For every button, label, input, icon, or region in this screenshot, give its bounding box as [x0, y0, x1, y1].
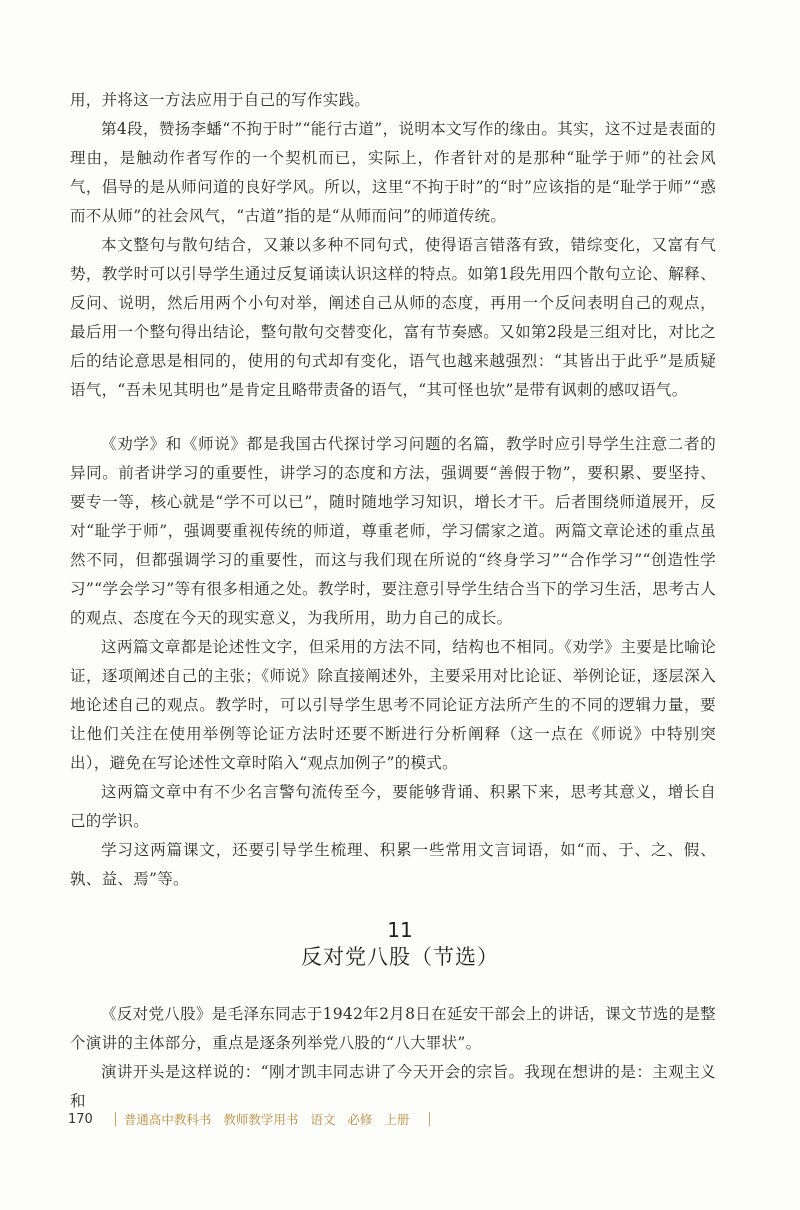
paragraph: 演讲开头是这样说的：“刚才凯丰同志讲了今天开会的宗旨。我现在想讲的是：主观主义和	[70, 1063, 716, 1110]
paragraph: 用，并将这一方法应用于自己的写作实践。	[70, 91, 371, 109]
page-footer	[68, 1110, 438, 1128]
footer-book: 教师教学用书	[223, 1112, 299, 1127]
paragraph: 第4段，赞扬李蟠“不拘于时”“能行古道”，说明本文写作的缘由。其实，这不过是表面的理由，是触动作者写作的一个契机而已，实际上，作者针对的是那种“耻学于师”的社会风气，倡导的是从师问道的良好学风。所以，这里“不拘于时”的“时”应该指的是“耻学于师”“惑而不从师”的社会风气，“古道”指的是“从师而问”的师道传统。	[70, 120, 716, 225]
paragraph: 《反对党八股》是毛泽东同志于1942年2月8日在延安干部会上的讲话，课文节选的是整个演讲的主体部分，重点是逐条列举党八股的“八大罪状”。	[70, 1005, 716, 1052]
text-section-lesson-intro	[70, 1000, 716, 1116]
paragraph: 这两篇文章都是论述性文字，但采用的方法不同，结构也不相同。《劝学》主要是比喻论证，逐项阐述自己的主张；《师说》除直接阐述外，主要采用对比论证、举例论证，逐层深入地论述自己的观点。教学时，可以引导学生思考不同论证方法所产生的不同的逻辑力量，要让他们关注在使用举例等论证方法时还要不断进行分析阐释（这一点在《师说》中特别突出），避免在写论述性文章时陷入“观点加例子”的模式。	[70, 638, 716, 772]
lesson-number: 11	[387, 918, 413, 942]
divider	[115, 1112, 116, 1126]
divider	[429, 1112, 430, 1126]
text-section-continued	[70, 86, 716, 405]
footer-level: 必修	[347, 1112, 373, 1127]
paragraph: 《劝学》和《师说》都是我国古代探讨学习问题的名篇，教学时应引导学生注意二者的异同。前者讲学习的重要性，讲学习的态度和方法，强调要“善假于物”，要积累、要坚持、要专一等，核心就是“学不可以已”，随时随地学习知识，增长才干。后者围绕师道展开，反对“耻学于师”，强调要重视传统的师道，尊重老师，学习儒家之道。两篇文章论述的重点虽然不同，但都强调学习的重要性，而这与我们现在所说的“终身学习”“合作学习”“创造性学习”“学会学习”等有很多相通之处。教学时，要注意引导学生结合当下的学习生活，思考古人的观点、态度在今天的现实意义，为我所用，助力自己的成长。	[70, 435, 716, 627]
paragraph: 学习这两篇课文，还要引导学生梳理、积累一些常用文言词语，如“而、于、之、假、孰、益、焉”等。	[70, 841, 716, 888]
text-section-comparison	[70, 430, 716, 894]
paragraph: 本文整句与散句结合，又兼以多种不同句式，使得语言错落有致，错综变化，又富有气势，教学时可以引导学生通过反复诵读认识这样的特点。如第1段先用四个散句立论、解释、反问、说明，然后用两个小句对举，阐述自己从师的态度，再用一个反问表明自己的观点，最后用一个整句得出结论，整句散句交替变化，富有节奏感。又如第2段是三组对比，对比之后的结论意思是相同的，使用的句式却有变化，语气也越来越强烈：“其皆出于此乎”是质疑语气，“吾未见其明也”是肯定且略带责备的语气，“其可怪也欤”是带有讽刺的感叹语气。	[70, 236, 716, 399]
footer-subject: 语文	[310, 1112, 336, 1127]
footer-volume: 上册	[384, 1112, 410, 1127]
lesson-title: 反对党八股（节选）	[301, 945, 499, 969]
lesson-heading	[0, 918, 800, 972]
footer-series: 普通高中教科书	[123, 1112, 212, 1127]
paragraph: 这两篇文章中有不少名言警句流传至今，要能够背诵、积累下来，思考其意义，增长自己的学识。	[70, 783, 716, 830]
page-number: 170	[68, 1111, 93, 1127]
